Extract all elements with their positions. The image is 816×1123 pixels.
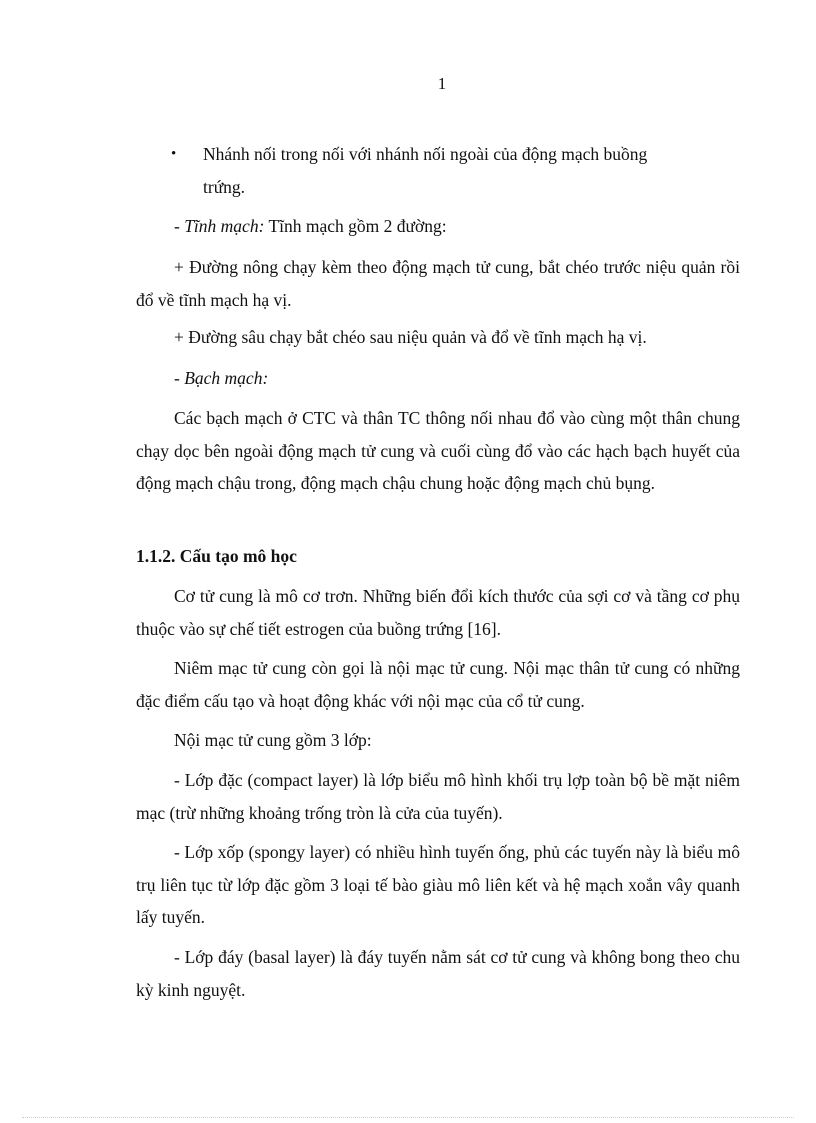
vein-item-2: + Đường sâu chạy bắt chéo sau niệu quản và đổ về tĩnh mạch hạ vị. [174,327,647,347]
section-paragraph-3: Nội mạc tử cung gồm 3 lớp: [174,730,372,750]
section-paragraph-5: - Lớp xốp (spongy layer) có nhiều hình tuyến ống, phủ các tuyến này là biểu mô trụ liên tục từ lớp đặc gồm 3 loại tế bào giàu mô liên kết và hệ mạch xoắn vây quanh lấy tuyến. [136,842,740,927]
vein-item-1: + Đường nông chạy kèm theo động mạch tử cung, bắt chéo trước niệu quản rồi đổ về tĩnh mạch hạ vị. [136,257,740,310]
bullet-line-2: trứng. [203,176,246,197]
vein-label: - Tĩnh mạch: [174,216,265,236]
page-number: 1 [437,74,447,93]
section-paragraph-2: Niêm mạc tử cung còn gọi là nội mạc tử cung. Nội mạc thân tử cung có những đặc điểm cấu tạo và hoạt động khác với nội mạc của cổ tử cung. [136,658,740,711]
lymph-paragraph: Các bạch mạch ở CTC và thân TC thông nối nhau đổ vào cùng một thân chung chạy dọc bên ngoài động mạch tử cung và cuối cùng đổ vào các hạch bạch huyết của động mạch chậu trong, động mạch chậu chung hoặc động mạch chủ bụng. [136,408,740,493]
section-paragraph-1: Cơ tử cung là mô cơ trơn. Những biến đổi kích thước của sợi cơ và tầng cơ phụ thuộc vào sự chế tiết estrogen của buồng trứng [16]. [136,586,740,639]
lymph-label: - Bạch mạch: [174,368,269,388]
section-paragraph-6: - Lớp đáy (basal layer) là đáy tuyến nằm sát cơ tử cung và không bong theo chu kỳ kinh nguyệt. [136,947,740,1000]
section-heading: 1.1.2. Cấu tạo mô học [136,546,297,566]
bullet-icon: • [171,146,177,162]
page-bottom-rule [22,1117,794,1118]
bullet-text [203,138,740,203]
section-paragraph-4: - Lớp đặc (compact layer) là lớp biểu mô hình khối trụ lợp toàn bộ bề mặt niêm mạc (trừ những khoảng trống tròn là cửa của tuyến). [136,770,740,823]
vein-paragraph [136,210,740,243]
vein-text: Tĩnh mạch gồm 2 đường: [264,216,447,236]
bullet-line-1: Nhánh nối trong nối với nhánh nối ngoài của động mạch buồng [203,144,648,164]
